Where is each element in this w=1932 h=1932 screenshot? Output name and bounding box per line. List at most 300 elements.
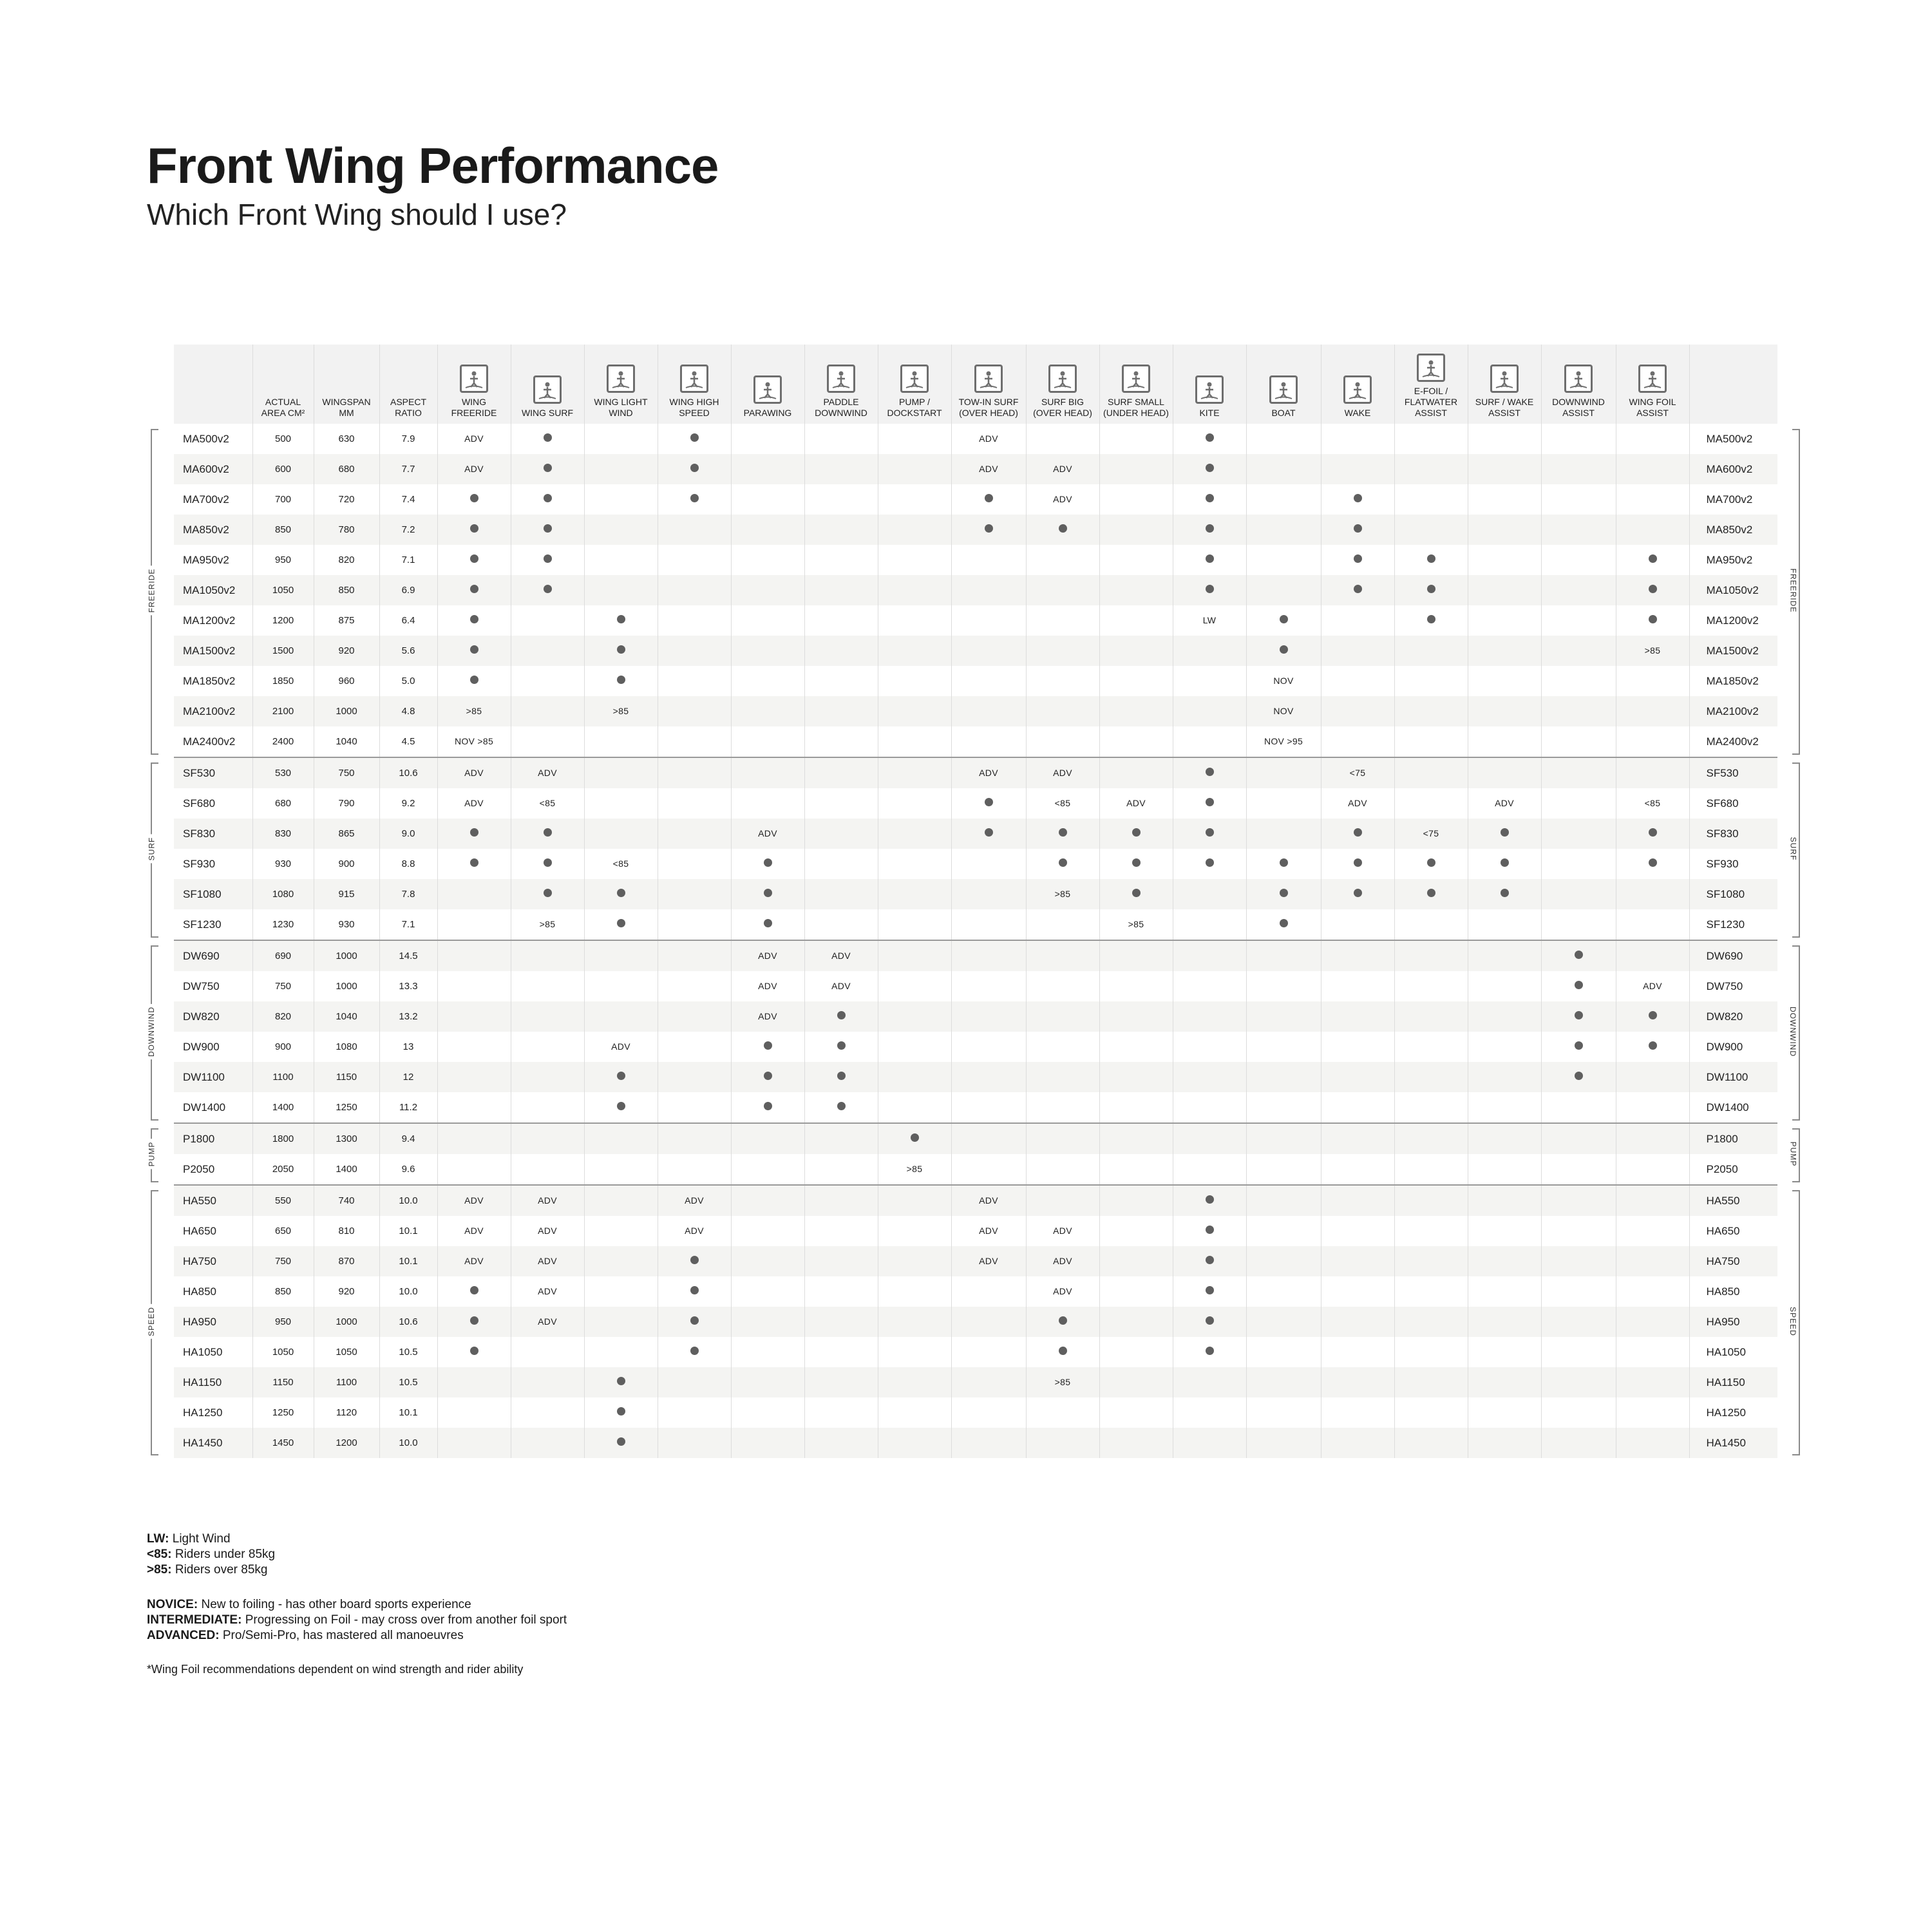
rating-cell	[731, 605, 804, 636]
model-name: HA850	[174, 1276, 252, 1307]
rating-cell	[1246, 1216, 1321, 1246]
rating-cell	[804, 1001, 878, 1032]
rating-cell	[951, 424, 1026, 454]
rating-cell	[878, 575, 951, 605]
rating-cell	[1541, 424, 1616, 454]
rating-text: <75	[1423, 828, 1439, 838]
rating-cell	[1394, 484, 1468, 515]
rating-cell	[878, 1185, 951, 1216]
rating-cell	[1541, 696, 1616, 726]
rating-cell	[804, 696, 878, 726]
rating-cell	[584, 545, 658, 575]
wingspan-cell: 1000	[314, 1307, 379, 1337]
recommended-dot-icon	[1206, 1226, 1214, 1234]
model-name: P2050	[174, 1154, 252, 1185]
recommended-dot-icon	[1354, 828, 1362, 837]
recommended-dot-icon	[1280, 645, 1288, 654]
recommended-dot-icon	[690, 464, 699, 472]
aspect-cell: 10.0	[379, 1185, 437, 1216]
rating-cell	[1468, 726, 1541, 757]
rating-cell	[437, 879, 511, 909]
wing-freeride-icon	[460, 365, 488, 393]
rating-text: >85	[1644, 645, 1661, 656]
table-row	[174, 1246, 1777, 1276]
rating-text: NOV >85	[454, 736, 494, 746]
recommended-dot-icon	[544, 464, 552, 472]
area-cell: 1050	[252, 575, 314, 605]
rating-cell	[511, 1397, 584, 1428]
rating-cell	[1394, 1367, 1468, 1397]
area-cell: 1450	[252, 1428, 314, 1458]
rating-cell	[584, 909, 658, 940]
rating-text: ADV	[464, 1226, 484, 1236]
rating-cell	[658, 726, 731, 757]
rating-cell	[1026, 1062, 1099, 1092]
rating-cell	[1394, 757, 1468, 788]
area-cell: 2400	[252, 726, 314, 757]
rating-text: <85	[1054, 798, 1071, 808]
rating-cell	[511, 1154, 584, 1185]
rating-cell	[951, 545, 1026, 575]
rating-cell	[1246, 1367, 1321, 1397]
rating-cell	[1321, 1276, 1394, 1307]
rating-cell	[1394, 515, 1468, 545]
rating-cell	[1394, 1123, 1468, 1154]
recommended-dot-icon	[470, 1286, 478, 1294]
recommended-dot-icon	[1206, 858, 1214, 867]
recommended-dot-icon	[1649, 1011, 1657, 1019]
table-row	[174, 636, 1777, 666]
rating-cell	[1468, 1185, 1541, 1216]
rating-text: ADV	[758, 951, 777, 961]
rating-cell	[731, 1307, 804, 1337]
rating-cell	[1468, 940, 1541, 971]
rating-cell	[584, 515, 658, 545]
rating-cell	[1026, 726, 1099, 757]
wingspan-cell: 1000	[314, 696, 379, 726]
rating-cell	[878, 636, 951, 666]
rating-cell	[1099, 1001, 1173, 1032]
col-header-discipline	[1173, 345, 1246, 424]
rating-cell	[584, 1276, 658, 1307]
rating-text: ADV	[758, 828, 777, 838]
rating-cell	[584, 1185, 658, 1216]
rating-cell	[1541, 484, 1616, 515]
rating-cell	[878, 726, 951, 757]
aspect-cell: 10.1	[379, 1246, 437, 1276]
table-row	[174, 454, 1777, 484]
recommended-dot-icon	[617, 889, 625, 897]
rating-cell	[1173, 1428, 1246, 1458]
rating-cell	[1541, 605, 1616, 636]
rating-cell	[1173, 666, 1246, 696]
wingspan-cell: 870	[314, 1246, 379, 1276]
model-name-right: SF830	[1689, 819, 1777, 849]
rating-cell	[1468, 879, 1541, 909]
rating-cell	[1541, 788, 1616, 819]
rating-cell	[584, 788, 658, 819]
rating-cell	[1173, 757, 1246, 788]
rating-cell	[804, 726, 878, 757]
model-name: MA500v2	[174, 424, 252, 454]
rating-cell	[878, 1397, 951, 1428]
rating-text: ADV	[685, 1195, 704, 1206]
group-label-left: SURF	[147, 835, 156, 864]
rating-cell	[951, 696, 1026, 726]
recommended-dot-icon	[1206, 433, 1214, 442]
rating-cell	[731, 1154, 804, 1185]
rating-cell	[658, 1337, 731, 1367]
rating-cell	[584, 1092, 658, 1123]
recommended-dot-icon	[1206, 828, 1214, 837]
rating-cell	[1468, 484, 1541, 515]
table-row	[174, 1428, 1777, 1458]
area-cell: 2050	[252, 1154, 314, 1185]
model-name: MA2400v2	[174, 726, 252, 757]
rating-cell	[1173, 819, 1246, 849]
col-header-model-right	[1689, 345, 1777, 424]
model-name: MA950v2	[174, 545, 252, 575]
rating-cell	[511, 726, 584, 757]
rating-cell	[584, 696, 658, 726]
table-row	[174, 1062, 1777, 1092]
model-name: MA1050v2	[174, 575, 252, 605]
rating-cell	[1468, 1276, 1541, 1307]
rating-cell	[658, 1428, 731, 1458]
recommended-dot-icon	[1354, 889, 1362, 897]
rating-cell	[1173, 1123, 1246, 1154]
rating-cell	[1616, 636, 1689, 666]
model-name: HA1250	[174, 1397, 252, 1428]
area-cell: 690	[252, 940, 314, 971]
col-header-discipline	[1541, 345, 1616, 424]
rating-cell	[1468, 757, 1541, 788]
rating-cell	[1246, 1246, 1321, 1276]
rating-cell	[511, 819, 584, 849]
rating-cell	[658, 909, 731, 940]
rating-cell	[437, 1367, 511, 1397]
rating-cell	[658, 819, 731, 849]
rating-cell	[511, 1307, 584, 1337]
rating-cell	[878, 1123, 951, 1154]
rating-cell	[804, 1367, 878, 1397]
area-cell: 950	[252, 545, 314, 575]
area-cell: 1200	[252, 605, 314, 636]
rating-cell	[731, 1032, 804, 1062]
rating-cell	[804, 1185, 878, 1216]
model-name: DW1400	[174, 1092, 252, 1123]
wing-surf-icon	[533, 375, 562, 404]
rating-cell	[804, 1428, 878, 1458]
rating-cell	[658, 1216, 731, 1246]
rating-cell	[1026, 575, 1099, 605]
table-row	[174, 819, 1777, 849]
rating-cell	[1616, 1216, 1689, 1246]
rating-cell	[437, 1307, 511, 1337]
rating-cell	[1616, 1367, 1689, 1397]
rating-cell	[511, 605, 584, 636]
rating-cell	[437, 605, 511, 636]
rating-cell	[1468, 636, 1541, 666]
rating-cell	[1616, 1276, 1689, 1307]
rating-cell	[1394, 1092, 1468, 1123]
table-row	[174, 605, 1777, 636]
recommended-dot-icon	[1649, 585, 1657, 593]
model-name-right: MA700v2	[1689, 484, 1777, 515]
wingspan-cell: 915	[314, 879, 379, 909]
rating-cell	[1026, 1397, 1099, 1428]
rating-cell	[1246, 1337, 1321, 1367]
recommended-dot-icon	[1206, 524, 1214, 533]
rating-cell	[1541, 940, 1616, 971]
rating-cell	[658, 757, 731, 788]
aspect-cell: 9.6	[379, 1154, 437, 1185]
rating-text: ADV	[1348, 798, 1367, 808]
rating-cell	[584, 1307, 658, 1337]
rating-cell	[1173, 1216, 1246, 1246]
rating-text: ADV	[464, 1256, 484, 1266]
model-name: MA1500v2	[174, 636, 252, 666]
rating-cell	[584, 757, 658, 788]
rating-cell	[1541, 515, 1616, 545]
recommended-dot-icon	[617, 919, 625, 927]
rating-cell	[1394, 788, 1468, 819]
surf-wake-assist-icon	[1490, 365, 1519, 393]
rating-cell	[951, 1337, 1026, 1367]
recommended-dot-icon	[690, 1347, 699, 1355]
model-name-right: SF930	[1689, 849, 1777, 879]
rating-cell	[511, 1367, 584, 1397]
table-row	[174, 1397, 1777, 1428]
model-name: DW820	[174, 1001, 252, 1032]
wingspan-cell: 1050	[314, 1337, 379, 1367]
recommended-dot-icon	[764, 889, 772, 897]
rating-cell	[951, 1307, 1026, 1337]
rating-cell	[1468, 545, 1541, 575]
rating-text: ADV	[538, 1316, 557, 1327]
rating-cell	[511, 1001, 584, 1032]
rating-cell	[437, 515, 511, 545]
recommended-dot-icon	[1575, 1011, 1583, 1019]
rating-cell	[437, 849, 511, 879]
rating-cell	[1246, 575, 1321, 605]
rating-cell	[1321, 1001, 1394, 1032]
rating-cell	[584, 666, 658, 696]
table-row	[174, 849, 1777, 879]
rating-cell	[1026, 849, 1099, 879]
rating-cell	[1246, 1428, 1321, 1458]
rating-cell	[1321, 545, 1394, 575]
rating-cell	[584, 575, 658, 605]
area-cell: 700	[252, 484, 314, 515]
rating-cell	[1173, 971, 1246, 1001]
wing-high-speed-icon	[680, 365, 708, 393]
wingspan-cell: 1000	[314, 971, 379, 1001]
col-header-discipline	[731, 345, 804, 424]
rating-cell	[1541, 909, 1616, 940]
table-row	[174, 788, 1777, 819]
wingspan-cell: 850	[314, 575, 379, 605]
rating-text: ADV	[464, 464, 484, 474]
col-header-discipline	[437, 345, 511, 424]
recommended-dot-icon	[1427, 615, 1435, 623]
rating-cell	[658, 971, 731, 1001]
rating-cell	[1541, 1428, 1616, 1458]
rating-cell	[1468, 1092, 1541, 1123]
rating-cell	[1616, 1062, 1689, 1092]
recommended-dot-icon	[544, 554, 552, 563]
rating-cell	[1468, 424, 1541, 454]
rating-cell	[437, 1092, 511, 1123]
rating-cell	[731, 454, 804, 484]
rating-cell	[437, 1062, 511, 1092]
rating-cell	[584, 484, 658, 515]
rating-cell	[584, 940, 658, 971]
recommended-dot-icon	[1280, 919, 1288, 927]
rating-text: ADV	[538, 1195, 557, 1206]
table-row	[174, 909, 1777, 940]
rating-cell	[878, 849, 951, 879]
recommended-dot-icon	[1206, 585, 1214, 593]
recommended-dot-icon	[470, 676, 478, 684]
rating-cell	[951, 940, 1026, 971]
table-row	[174, 424, 1777, 454]
rating-cell	[437, 726, 511, 757]
col-header-discipline	[951, 345, 1026, 424]
aspect-cell: 5.6	[379, 636, 437, 666]
rating-cell	[1468, 1337, 1541, 1367]
recommended-dot-icon	[985, 828, 993, 837]
rating-cell	[1541, 1001, 1616, 1032]
rating-cell	[1173, 1307, 1246, 1337]
rating-cell	[1468, 515, 1541, 545]
rating-cell	[1321, 484, 1394, 515]
rating-cell	[1394, 636, 1468, 666]
area-cell: 1250	[252, 1397, 314, 1428]
rating-cell	[584, 605, 658, 636]
discipline-label: SURF SMALL (UNDER HEAD)	[1103, 397, 1169, 418]
wingspan-cell: 630	[314, 424, 379, 454]
rating-cell	[437, 545, 511, 575]
rating-cell	[804, 879, 878, 909]
rating-cell	[437, 1397, 511, 1428]
area-cell: 750	[252, 1246, 314, 1276]
rating-cell	[1099, 1092, 1173, 1123]
rating-cell	[731, 545, 804, 575]
rating-cell	[1246, 666, 1321, 696]
rating-cell	[1246, 1092, 1321, 1123]
rating-cell	[878, 666, 951, 696]
area-cell: 600	[252, 454, 314, 484]
rating-cell	[511, 1032, 584, 1062]
rating-cell	[951, 1397, 1026, 1428]
rating-cell	[437, 1154, 511, 1185]
discipline-label: WAKE	[1344, 408, 1371, 418]
rating-cell	[437, 454, 511, 484]
rating-cell	[1468, 1216, 1541, 1246]
rating-cell	[1246, 1032, 1321, 1062]
rating-cell	[878, 515, 951, 545]
recommended-dot-icon	[1575, 951, 1583, 959]
rating-cell	[1616, 666, 1689, 696]
rating-cell	[731, 1337, 804, 1367]
area-cell: 500	[252, 424, 314, 454]
rating-cell	[658, 454, 731, 484]
rating-cell	[1321, 909, 1394, 940]
group-label-right: FREERIDE	[1788, 566, 1797, 616]
rating-cell	[1321, 940, 1394, 971]
model-name-right: DW690	[1689, 940, 1777, 971]
rating-cell	[1616, 757, 1689, 788]
rating-cell	[1616, 909, 1689, 940]
rating-cell	[511, 940, 584, 971]
rating-cell	[658, 788, 731, 819]
wingspan-cell: 1150	[314, 1062, 379, 1092]
rating-cell	[1394, 454, 1468, 484]
area-cell: 550	[252, 1185, 314, 1216]
rating-cell	[584, 1154, 658, 1185]
rating-cell	[1026, 696, 1099, 726]
rating-cell	[511, 454, 584, 484]
table-row	[174, 1032, 1777, 1062]
rating-cell	[1394, 575, 1468, 605]
recommended-dot-icon	[470, 1347, 478, 1355]
table-row	[174, 1001, 1777, 1032]
rating-cell	[584, 1123, 658, 1154]
rating-cell	[731, 726, 804, 757]
rating-cell	[1468, 971, 1541, 1001]
rating-cell	[584, 1367, 658, 1397]
rating-cell	[1026, 909, 1099, 940]
rating-cell	[731, 424, 804, 454]
wingspan-cell: 920	[314, 636, 379, 666]
rating-cell	[1394, 666, 1468, 696]
aspect-cell: 10.1	[379, 1397, 437, 1428]
model-name-right: MA2400v2	[1689, 726, 1777, 757]
rating-cell	[878, 1092, 951, 1123]
rating-cell	[1468, 575, 1541, 605]
rating-cell	[511, 909, 584, 940]
rating-text: ADV	[1053, 494, 1072, 504]
rating-cell	[1394, 605, 1468, 636]
model-name-right: MA1200v2	[1689, 605, 1777, 636]
rating-cell	[1026, 1154, 1099, 1185]
rating-cell	[1099, 788, 1173, 819]
rating-cell	[1099, 1123, 1173, 1154]
recommended-dot-icon	[837, 1041, 846, 1050]
rating-cell	[951, 1276, 1026, 1307]
aspect-cell: 13.2	[379, 1001, 437, 1032]
rating-cell	[1541, 1185, 1616, 1216]
rating-cell	[1246, 788, 1321, 819]
rating-cell	[1616, 879, 1689, 909]
rating-text: ADV	[979, 464, 998, 474]
rating-cell	[1246, 1154, 1321, 1185]
rating-cell	[804, 1276, 878, 1307]
rating-cell	[1173, 424, 1246, 454]
aspect-cell: 10.6	[379, 757, 437, 788]
rating-cell	[1616, 849, 1689, 879]
rating-cell	[951, 1246, 1026, 1276]
rating-cell	[1026, 879, 1099, 909]
rating-cell	[1246, 1185, 1321, 1216]
rating-cell	[658, 1123, 731, 1154]
model-name-right: HA650	[1689, 1216, 1777, 1246]
rating-cell	[731, 1185, 804, 1216]
recommended-dot-icon	[764, 1102, 772, 1110]
recommended-dot-icon	[1427, 858, 1435, 867]
rating-cell	[951, 1216, 1026, 1246]
